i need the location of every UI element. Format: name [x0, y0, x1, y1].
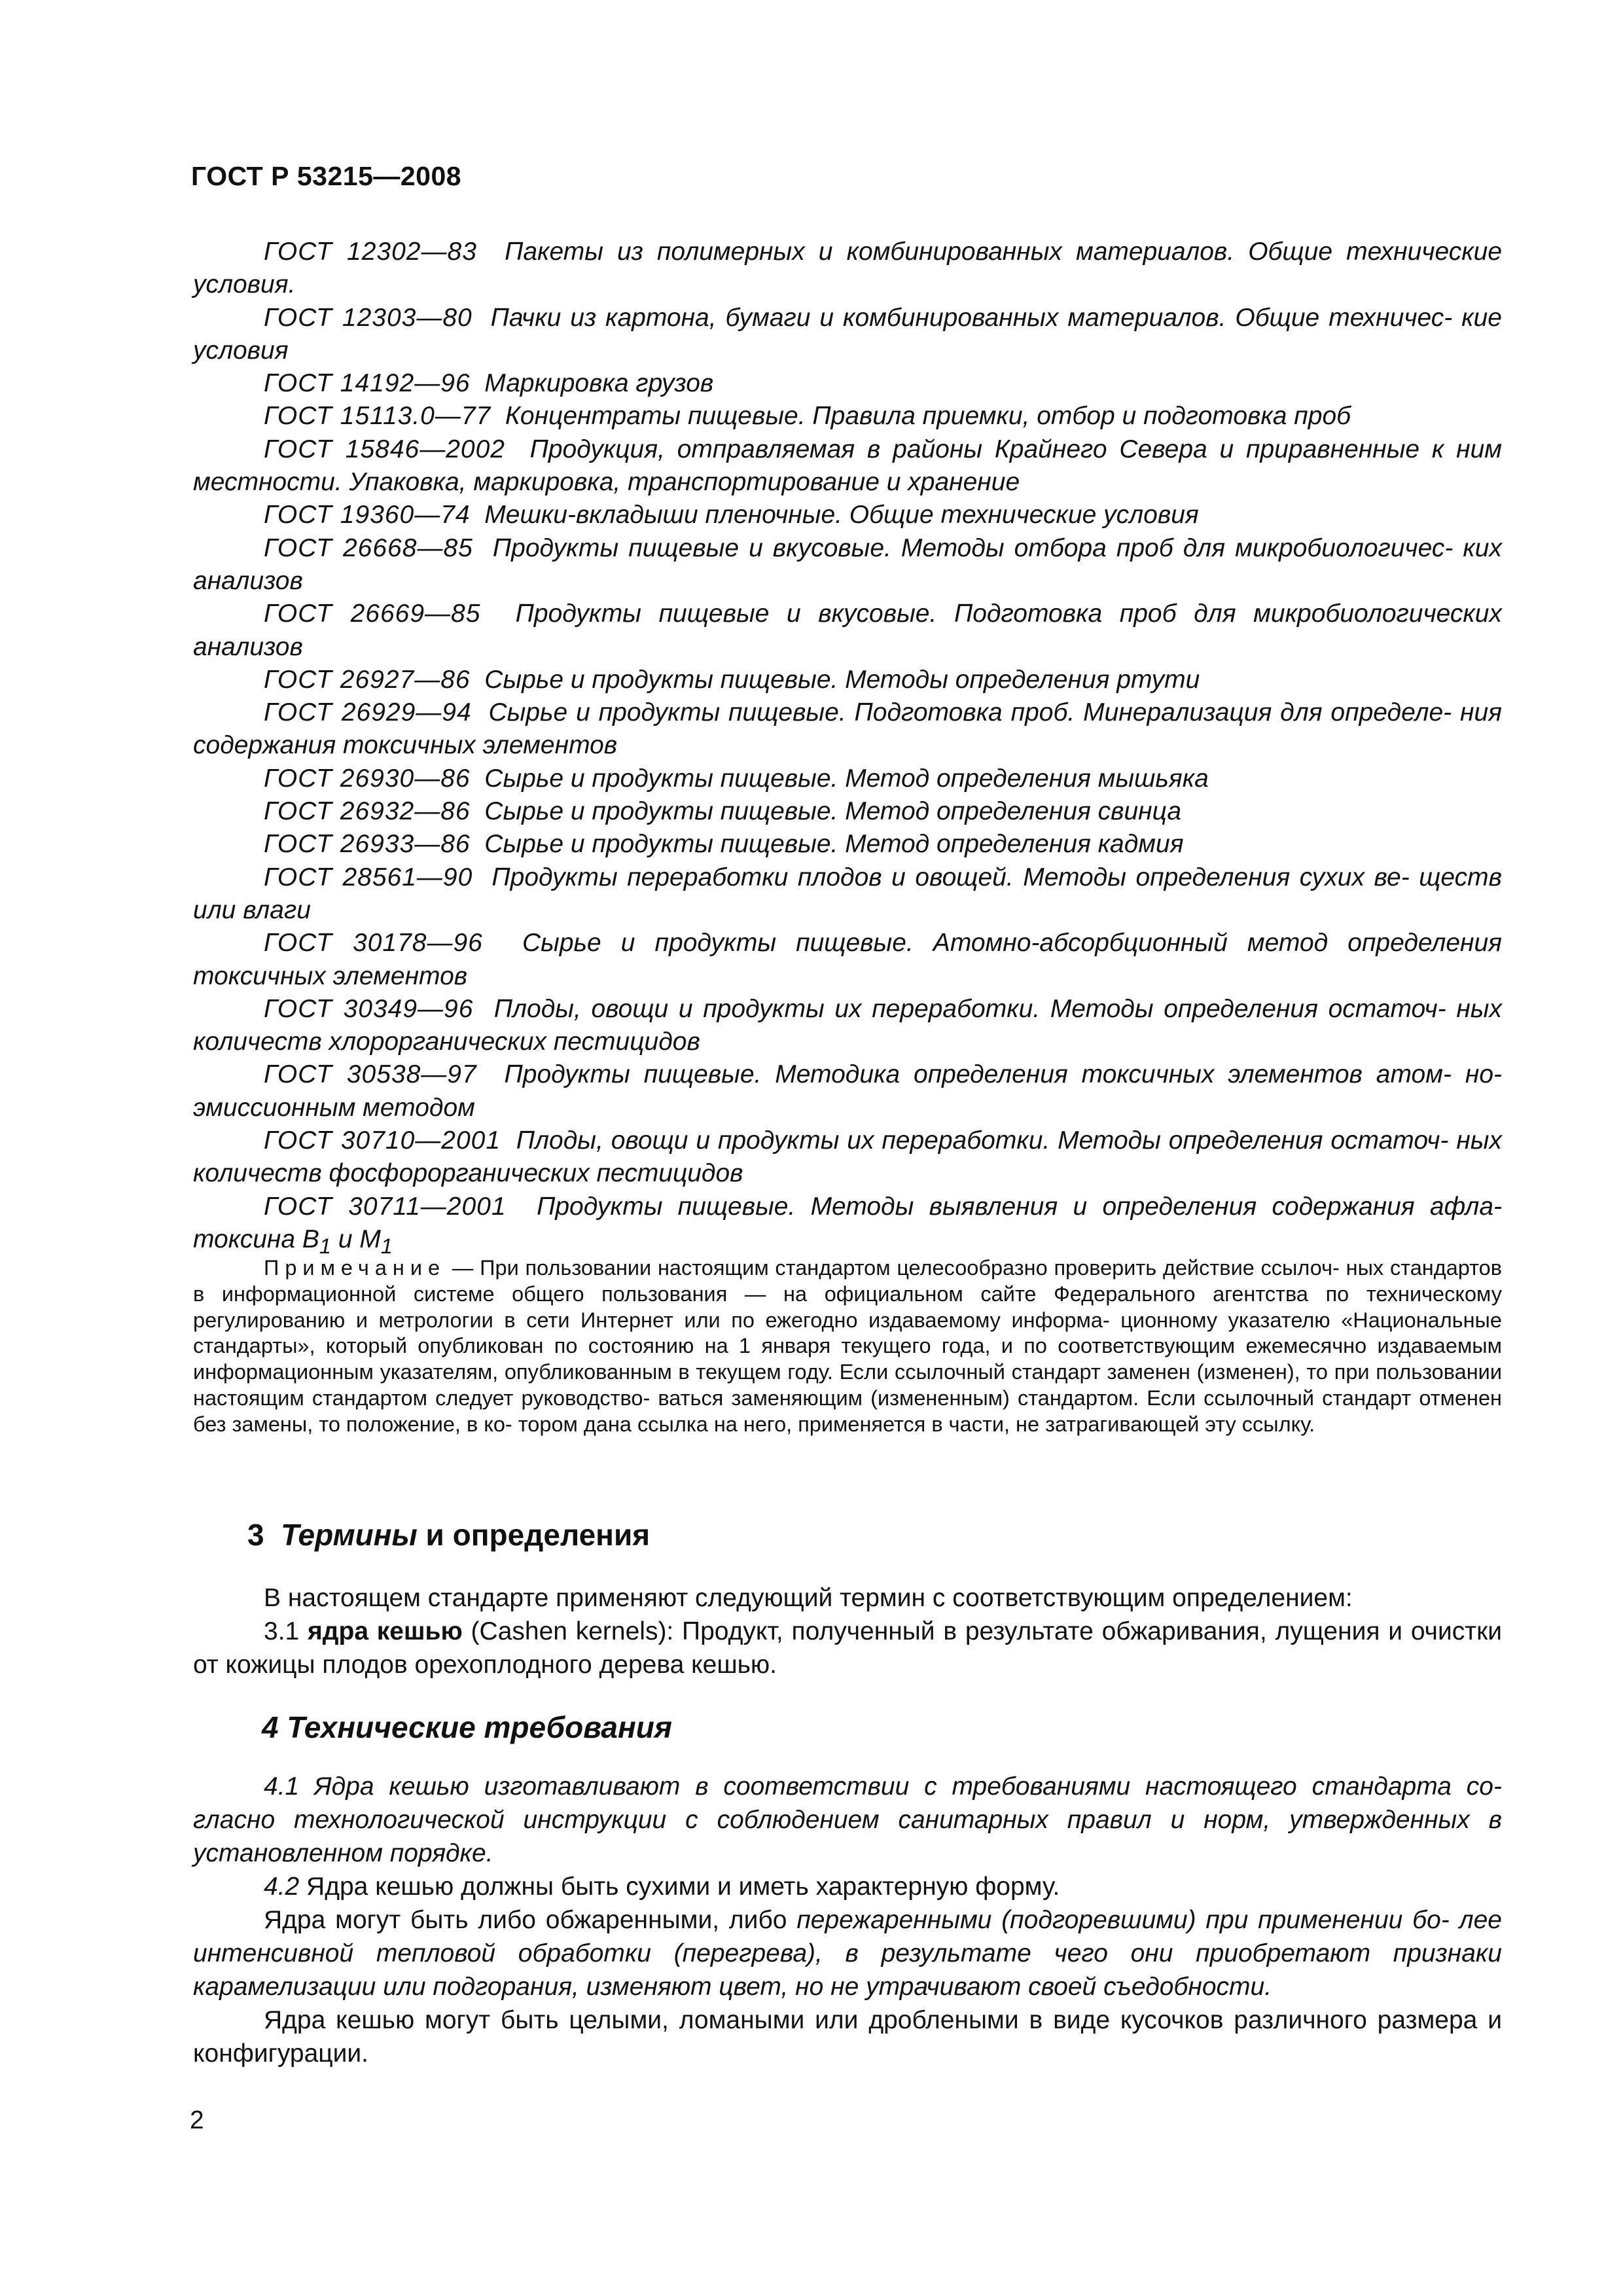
reference-title-cont: и M — [330, 1225, 381, 1253]
reference-item — [193, 696, 1502, 762]
reference-title: Продукция, отправляемая в районы Крайнего Севера и приравненные к ним местности. Упаковка, маркировка, транспортирование и хранение — [193, 435, 1502, 497]
page-number: 2 — [190, 2106, 204, 2134]
reference-item — [193, 236, 1502, 302]
reference-title: Продукты пищевые. Методика определения токсичных элементов атом- но-эмиссионным методом — [193, 1060, 1502, 1122]
reference-code: ГОСТ 12302—83 — [264, 238, 477, 266]
paragraph: 4.1 Ядра кешью изготавливают в соответствии с требованиями настоящего стандарта со- гласно технологической инструкции с соблюдением санитарных правил и норм, утвержденных в установленном порядке. — [193, 1772, 1502, 1867]
reference-code: ГОСТ 26669—85 — [264, 600, 481, 628]
reference-code: ГОСТ 15113.0—77 — [264, 402, 491, 431]
reference-code: ГОСТ 26933—86 — [264, 830, 471, 859]
term-number: 3.1 — [264, 1617, 308, 1645]
reference-title: Мешки-вкладыши пленочные. Общие технические условия — [484, 501, 1199, 529]
clause-text: Ядра кешью должны быть сухими и иметь характерную форму. — [299, 1873, 1060, 1901]
reference-title: Сырье и продукты пищевые. Подготовка проб. Минерализация для определе- ния содержания токсичных элементов — [193, 698, 1503, 760]
reference-item — [193, 795, 1502, 828]
section-4-heading: 4 Технические требования — [262, 1710, 672, 1744]
subscript: 1 — [319, 1234, 331, 1258]
reference-code: ГОСТ 28561—90 — [264, 863, 473, 891]
section-title-rest: и определения — [417, 1518, 651, 1552]
reference-title: Пачки из картона, бумаги и комбинированных материалов. Общие техничес- кие условия — [193, 303, 1502, 365]
reference-item — [193, 400, 1502, 433]
reference-title: Маркировка грузов — [484, 369, 714, 398]
reference-item — [193, 433, 1502, 499]
reference-title: Плоды, овощи и продукты их переработки. Методы определения остаточ- ных количеств фосфорорганических пестицидов — [193, 1126, 1502, 1188]
paragraph-text: Ядра могут быть либо обжаренными, либо — [264, 1906, 797, 1934]
reference-code: ГОСТ 26930—86 — [264, 764, 471, 793]
paragraph — [193, 1870, 1502, 1903]
reference-title: Концентраты пищевые. Правила приемки, отбор и подготовка проб — [505, 402, 1351, 431]
section-title-italic: Термины — [281, 1518, 418, 1552]
section-3-heading — [247, 1517, 650, 1552]
note-label: Примечание — [264, 1256, 446, 1280]
reference-item — [193, 993, 1502, 1059]
reference-title: Продукты переработки плодов и овощей. Методы определения сухих ве- ществ или влаги — [193, 863, 1502, 924]
reference-code: ГОСТ 30538—97 — [264, 1060, 477, 1089]
reference-item — [193, 598, 1502, 664]
reference-title: Сырье и продукты пищевые. Атомно-абсорбционный метод определения токсичных элементов — [193, 929, 1502, 990]
reference-item — [193, 1058, 1502, 1124]
reference-code: ГОСТ 26927—86 — [264, 665, 471, 694]
reference-code: ГОСТ 19360—74 — [264, 501, 471, 529]
reference-code: ГОСТ 30178—96 — [264, 929, 483, 958]
term: ядра кешью — [307, 1617, 463, 1645]
reference-code: ГОСТ 26929—94 — [264, 698, 472, 727]
paragraph-text-italic: пережаренными (подгоревшими) при применении бо- лее интенсивной тепловой обработки (перегрева), в результате чего они приобретают признаки карамелизации или подгорания, изменяют цвет, но не утрачивают своей съедобности. — [193, 1906, 1502, 2001]
reference-item — [193, 367, 1502, 400]
reference-code: ГОСТ 26668—85 — [264, 533, 473, 562]
note-paragraph — [193, 1255, 1502, 1438]
reference-code: ГОСТ 30710—2001 — [264, 1126, 501, 1155]
subscript: 1 — [380, 1234, 393, 1258]
reference-item — [193, 499, 1502, 531]
normative-references-list — [193, 236, 1502, 1263]
reference-code: ГОСТ 14192—96 — [264, 369, 471, 398]
reference-title: Сырье и продукты пищевые. Методы определения ртути — [484, 665, 1200, 694]
reference-title: Сырье и продукты пищевые. Метод определения свинца — [484, 797, 1182, 826]
reference-code: ГОСТ 26932—86 — [264, 797, 471, 826]
reference-title: Сырье и продукты пищевые. Метод определения мышьяка — [484, 764, 1209, 793]
section-number: 3 — [247, 1518, 264, 1552]
section-3-body — [193, 1581, 1502, 1681]
reference-code: ГОСТ 30349—96 — [264, 994, 474, 1023]
reference-item — [193, 828, 1502, 861]
reference-item — [193, 861, 1502, 927]
reference-item — [193, 532, 1502, 598]
note-text: — При пользовании настоящим стандартом целесообразно проверить действие ссылоч- ных стандартов в информационной системе общего пользования — на официальном сайте Федерального агентства по техническому регулированию и метрологии в сети Интернет или по ежегодно издаваемому информа- ционному указателю «Национальные стандарты», который опубликован по состоянию на 1 января текущего года, и по соответствующим ежемесячно издаваемым информационным указателям, опубликованным в текущем году. Если ссылочный стандарт заменен (изменен), то при пользовании настоящим стандартом следует руководство- ваться заменяющим (измененным) стандартом. Если ссылочный стандарт отменен без замены, то положение, в ко- тором дана ссылка на него, применяется в части, не затрагивающей эту ссылку. — [193, 1256, 1502, 1436]
reference-title: Плоды, овощи и продукты их переработки. Методы определения остаточ- ных количеств хлорорганических пестицидов — [193, 994, 1502, 1056]
document-header: ГОСТ Р 53215—2008 — [191, 161, 462, 191]
reference-item — [193, 927, 1502, 993]
reference-title: Продукты пищевые. Методы выявления и определения содержания афла- токсина B — [193, 1192, 1502, 1253]
reference-title: Пакеты из полимерных и комбинированных материалов. Общие технические условия. — [193, 238, 1503, 299]
term-text: (Cashen kernels): Продукт, полученный в результате обжаривания, лущения и очистки от кожицы плодов орехоплодного дерева кешью. — [193, 1617, 1502, 1679]
section-4-body — [193, 1770, 1502, 2070]
paragraph — [193, 1903, 1502, 2003]
reference-code: ГОСТ 30711—2001 — [264, 1192, 507, 1221]
paragraph: Ядра кешью могут быть целыми, ломаными или дроблеными в виде кусочков различного размера и конфигурации. — [193, 2006, 1502, 2068]
reference-code: ГОСТ 12303—80 — [264, 303, 473, 332]
reference-item — [193, 302, 1502, 368]
paragraph: В настоящем стандарте применяют следующий термин с соответствующим определением: — [264, 1584, 1353, 1612]
reference-item — [193, 1191, 1502, 1263]
reference-item — [193, 1124, 1502, 1191]
reference-code: ГОСТ 15846—2002 — [264, 435, 505, 463]
clause-number: 4.2 — [264, 1873, 300, 1901]
term-definition — [193, 1615, 1502, 1681]
reference-item — [193, 762, 1502, 795]
reference-title: Продукты пищевые и вкусовые. Подготовка проб для микробиологических анализов — [193, 600, 1502, 661]
reference-title: Продукты пищевые и вкусовые. Методы отбора проб для микробиологичес- ких анализов — [193, 533, 1502, 595]
reference-title: Сырье и продукты пищевые. Метод определения кадмия — [484, 830, 1184, 859]
reference-item — [193, 664, 1502, 696]
